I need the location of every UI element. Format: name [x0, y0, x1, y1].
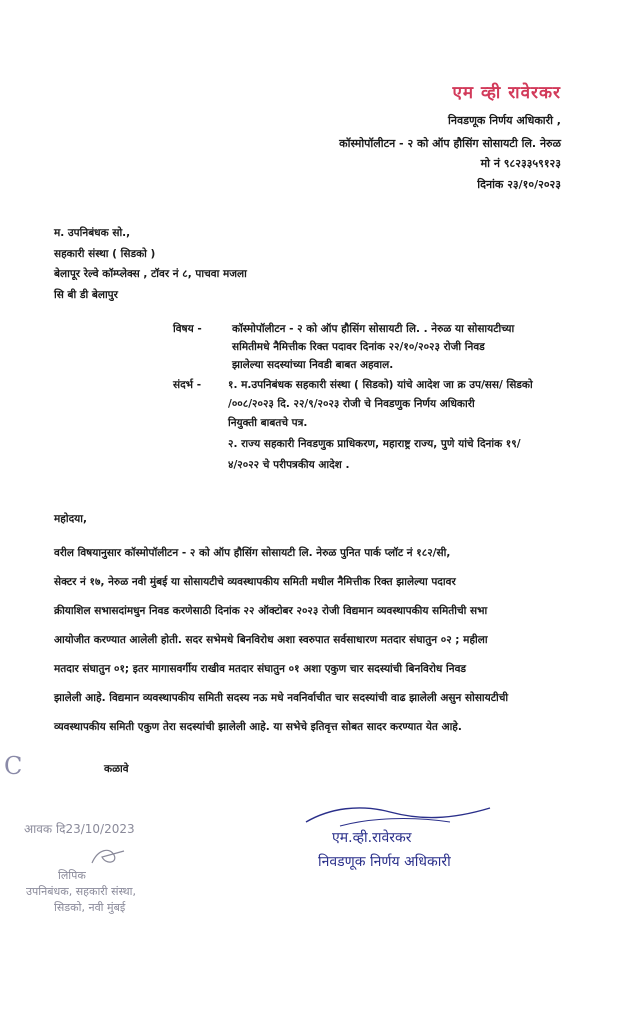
- header-society: कॉस्मोपॉलीटन - २ को ऑप हौसिंग सोसायटी लि. नेरुळ: [339, 137, 561, 150]
- header-author-name: एम व्ही रावेरकर: [452, 83, 561, 103]
- body-line: झालेली आहे. विद्यमान व्यवस्थापकीय समिती सदस्य नऊ मधे नवनिर्वाचीत चार सदस्यांची वाढ झालेली असुन सोसायटीची: [54, 692, 509, 704]
- stamp-initial-icon: [88, 845, 128, 867]
- addressee-line1: म. उपनिबंधक सो.,: [54, 227, 131, 239]
- reference-line: २. राज्य सहकारी निवडणुक प्राधिकरण, महाराष्ट्र राज्य, पुणे यांचे दिनांक १९/: [228, 438, 521, 450]
- addressee-line2: सहकारी संस्था ( सिडको ): [54, 248, 156, 260]
- body-line: सेक्टर नं १७, नेरुळ नवी मुंबई या सोसायटीचे व्यवस्थापकीय समिती मधील नैमित्तीक रिक्त झालेल्या पदावर: [54, 576, 456, 588]
- salutation: महोदया,: [54, 513, 87, 525]
- reference-line: नियुक्ती बाबतचे पत्र.: [228, 417, 308, 429]
- signature-designation: निवडणूक निर्णय अधिकारी: [318, 854, 451, 870]
- body-line: क्रीयाशिल सभासदांमधुन निवड करणेसाठी दिनांक २२ ऑक्टोबर २०२३ रोजी विद्यमान व्यवस्थापकीय समितीची सभा: [54, 605, 488, 617]
- reference-line: ४/२०२२ चे परीपत्रकीय आदेश .: [228, 459, 350, 471]
- stamp-line1: लिपिक: [58, 869, 86, 882]
- subject-line: कॉस्मोपॉलीटन - २ को ऑप हौसिंग सोसायटी लि. . नेरुळ या सोसायटीच्या: [232, 323, 515, 335]
- reference-label: संदर्भ -: [173, 379, 202, 391]
- body-line: आयोजीत करण्यात आलेली होती. सदर सभेमधे बिनविरोध अशा स्वरुपात सर्वसाधारण मतदार संघातुन ०२ ; महीला: [54, 634, 488, 646]
- signature-scribble-icon: [300, 800, 500, 830]
- subject-line: समितीमधे नैमित्तीक रिक्त पदावर दिनांक २२/१०/२०२३ रोजी निवड: [232, 341, 485, 353]
- signature-name: एम.व्ही.रावेरकर: [332, 830, 412, 846]
- addressee-line3: बेलापूर रेल्वे कॉम्प्लेक्स , टॉवर नं ८, पाचवा मजला: [54, 268, 247, 280]
- reference-line: /००८/२०२३ दि. २२/९/२०२३ रोजी चे निवडणुक निर्णय अधिकारी: [228, 398, 475, 410]
- stamp-line3: सिडको, नवी मुंबई: [54, 901, 126, 914]
- header-date: दिनांक २३/१०/२०२३: [477, 178, 561, 191]
- reference-line: १. म.उपनिबंधक सहकारी संस्था ( सिडको) यांचे आदेश जा क्र उप/सस/ सिडको: [228, 379, 533, 391]
- subject-label: विषय -: [173, 323, 202, 335]
- stamp-line2: उपनिबंधक, सहकारी संस्था,: [26, 885, 137, 898]
- closing: कळावे: [104, 763, 129, 775]
- body-line: मतदार संघातुन ०१; इतर मागासवर्गीय राखीव मतदार संघातुन ०१ अशा एकुण चार सदस्यांची बिनविरोध निवड: [54, 663, 467, 675]
- addressee-line4: सि बी डी बेलापुर: [54, 289, 118, 301]
- body-line: व्यवस्थापकीय समिती एकुण तेरा सदस्यांची झालेली आहे. या सभेचे इतिवृत्त सोबत सादर करण्यात येत आहे.: [54, 721, 462, 733]
- stamp-inward-date: आवक दि23/10/2023: [24, 822, 135, 836]
- subject-line: झालेल्या सदस्यांच्या निवडी बाबत अहवाल.: [232, 359, 394, 371]
- header-mobile: मो नं ९८२३३५९१२३: [480, 157, 561, 170]
- body-line: वरील विषयानुसार कॉस्मोपॉलीटन - २ को ऑप हौसिंग सोसायटी लि. नेरुळ पुनित पार्क प्लॉट नं १८२/सी,: [54, 547, 451, 559]
- margin-mark: C: [4, 752, 23, 780]
- header-designation: निवडणूक निर्णय अधिकारी ,: [448, 114, 561, 127]
